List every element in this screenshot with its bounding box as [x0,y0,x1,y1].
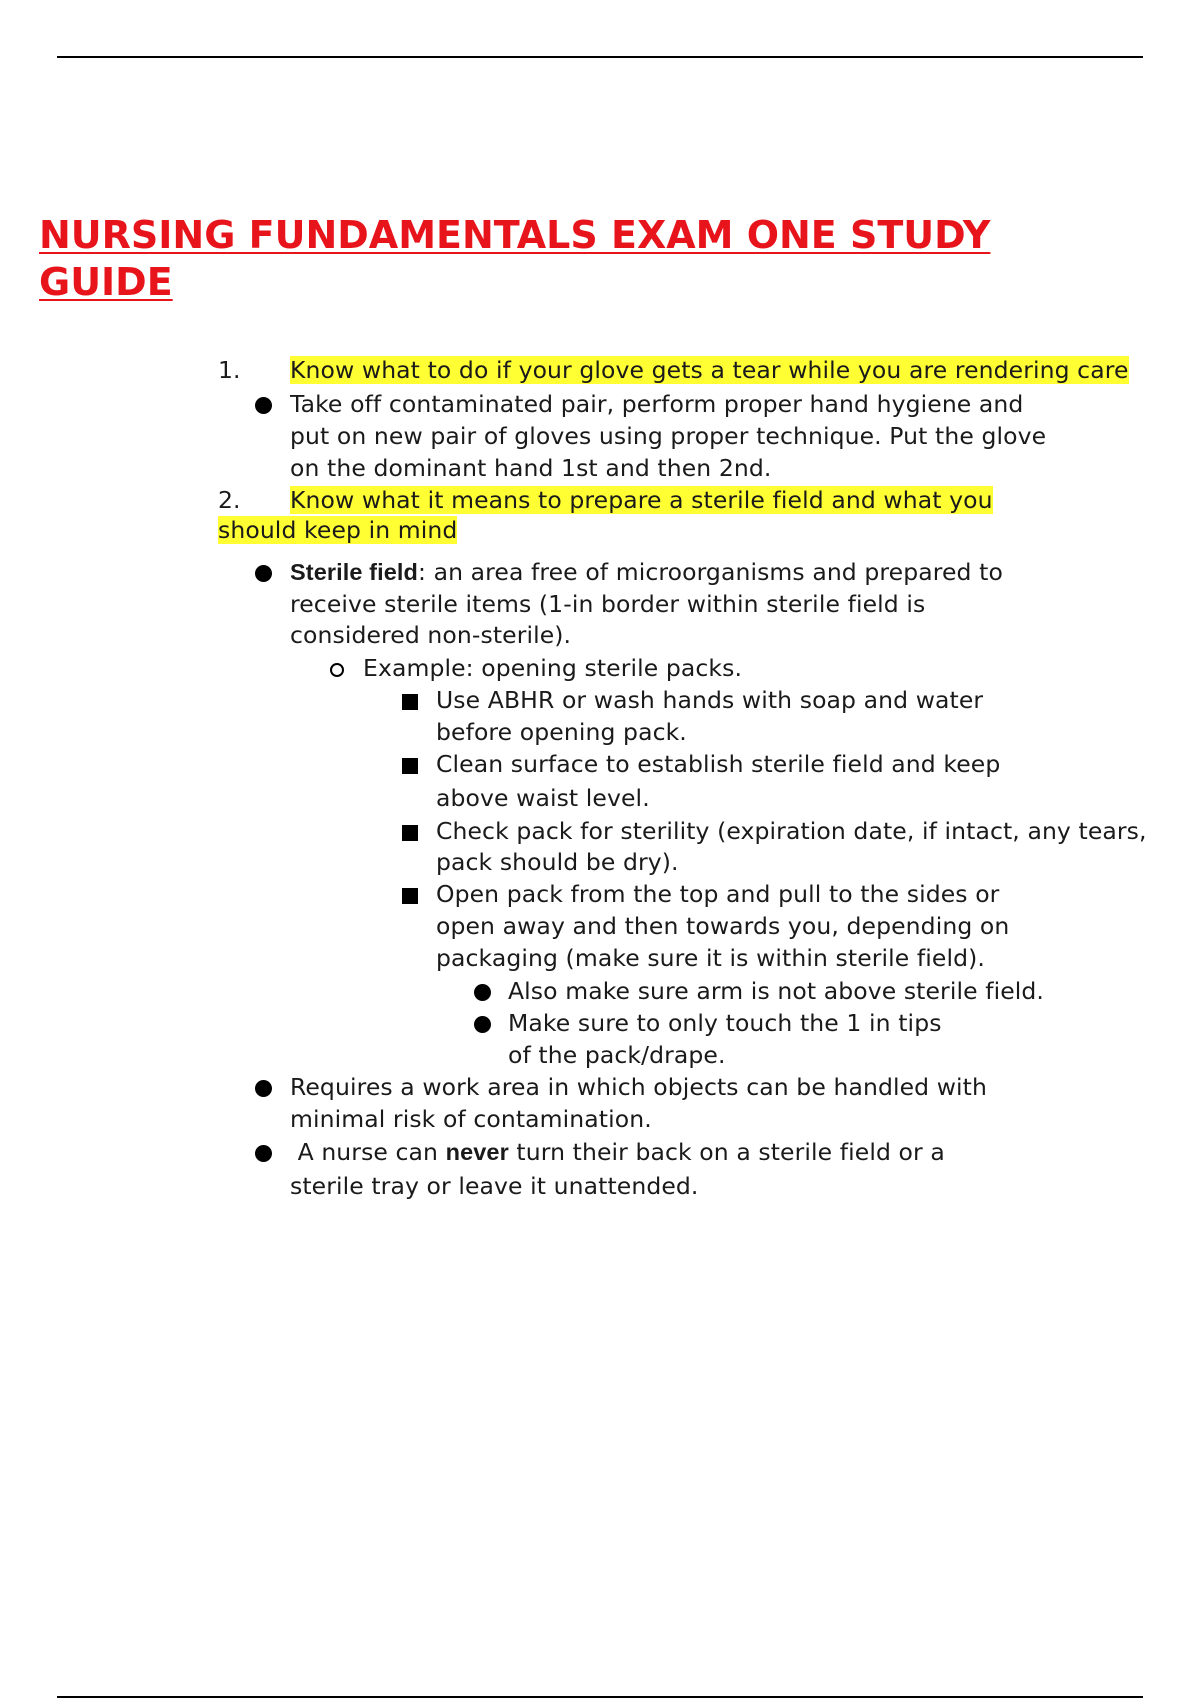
footer-rule [57,1696,1143,1698]
item-number-2: 2. [218,486,241,514]
never-emphasis: never [445,1139,509,1165]
never-line-2: sterile tray or leave it unattended. [290,1172,699,1200]
answer-1-line-3: on the dominant hand 1st and then 2nd. [290,454,772,482]
title-line-1: NURSING FUNDAMENTALS EXAM ONE STUDY [39,213,991,257]
sub-step-2-line-2: of the pack/drape. [508,1041,726,1069]
question-2-heading-line-2 [218,515,457,545]
step-1-line-1: Use ABHR or wash hands with soap and water [436,686,984,714]
bullet-disc-icon [255,1145,272,1162]
work-area-line-2: minimal risk of contamination. [290,1105,652,1133]
sterile-field-definition: : an area free of microorganisms and prepared to [417,558,1003,586]
work-area-line-1: Requires a work area in which objects can be handled with [290,1073,987,1101]
never-line-1 [290,1137,945,1167]
question-1-highlight: Know what to do if your glove gets a tear while you are rendering care [290,356,1129,384]
question-2-heading-line-1 [290,485,993,515]
step-4-line-3: packaging (make sure it is within sterile field). [436,944,985,972]
answer-1-line-1: Take off contaminated pair, perform proper hand hygiene and [290,390,1024,418]
bullet-disc-icon [474,984,491,1001]
title-line-2: GUIDE [39,260,173,304]
example-line: Example: opening sterile packs. [363,654,743,682]
question-2-highlight-1: Know what it means to prepare a sterile field and what you [290,486,993,514]
bullet-square-icon [402,694,418,710]
bullet-circle-icon [330,663,344,677]
bullet-disc-icon [255,1080,272,1097]
question-1-heading [290,355,1129,385]
bullet-square-icon [402,825,418,841]
step-2-line-1: Clean surface to establish sterile field and keep [436,750,1001,778]
step-4-line-2: open away and then towards you, depending on [436,912,1010,940]
never-after: turn their back on a sterile field or a [508,1138,945,1166]
sterile-field-line-2: receive sterile items (1-in border within sterile field is [290,590,926,618]
bullet-square-icon [402,758,418,774]
sterile-field-line-1 [290,557,1003,587]
sub-step-1-line-1: Also make sure arm is not above sterile field. [508,977,1044,1005]
sterile-field-line-3: considered non-sterile). [290,621,572,649]
step-2-line-2: above waist level. [436,784,650,812]
bullet-square-icon [402,888,418,904]
step-4-line-1: Open pack from the top and pull to the sides or [436,880,1000,908]
answer-1-line-2: put on new pair of gloves using proper technique. Put the glove [290,422,1047,450]
header-rule [57,56,1143,58]
sub-step-2-line-1: Make sure to only touch the 1 in tips [508,1009,942,1037]
bullet-disc-icon [255,565,272,582]
step-3-line-2: pack should be dry). [436,848,679,876]
question-2-highlight-2: should keep in mind [218,516,458,544]
bullet-disc-icon [474,1016,491,1033]
bullet-disc-icon [255,397,272,414]
sterile-field-term: Sterile field [290,559,418,585]
page-title [39,212,1139,306]
never-before: A nurse can [290,1138,446,1166]
item-number-1: 1. [218,356,241,384]
step-1-line-2: before opening pack. [436,718,687,746]
step-3-line-1: Check pack for sterility (expiration date, if intact, any tears, [436,817,1147,845]
